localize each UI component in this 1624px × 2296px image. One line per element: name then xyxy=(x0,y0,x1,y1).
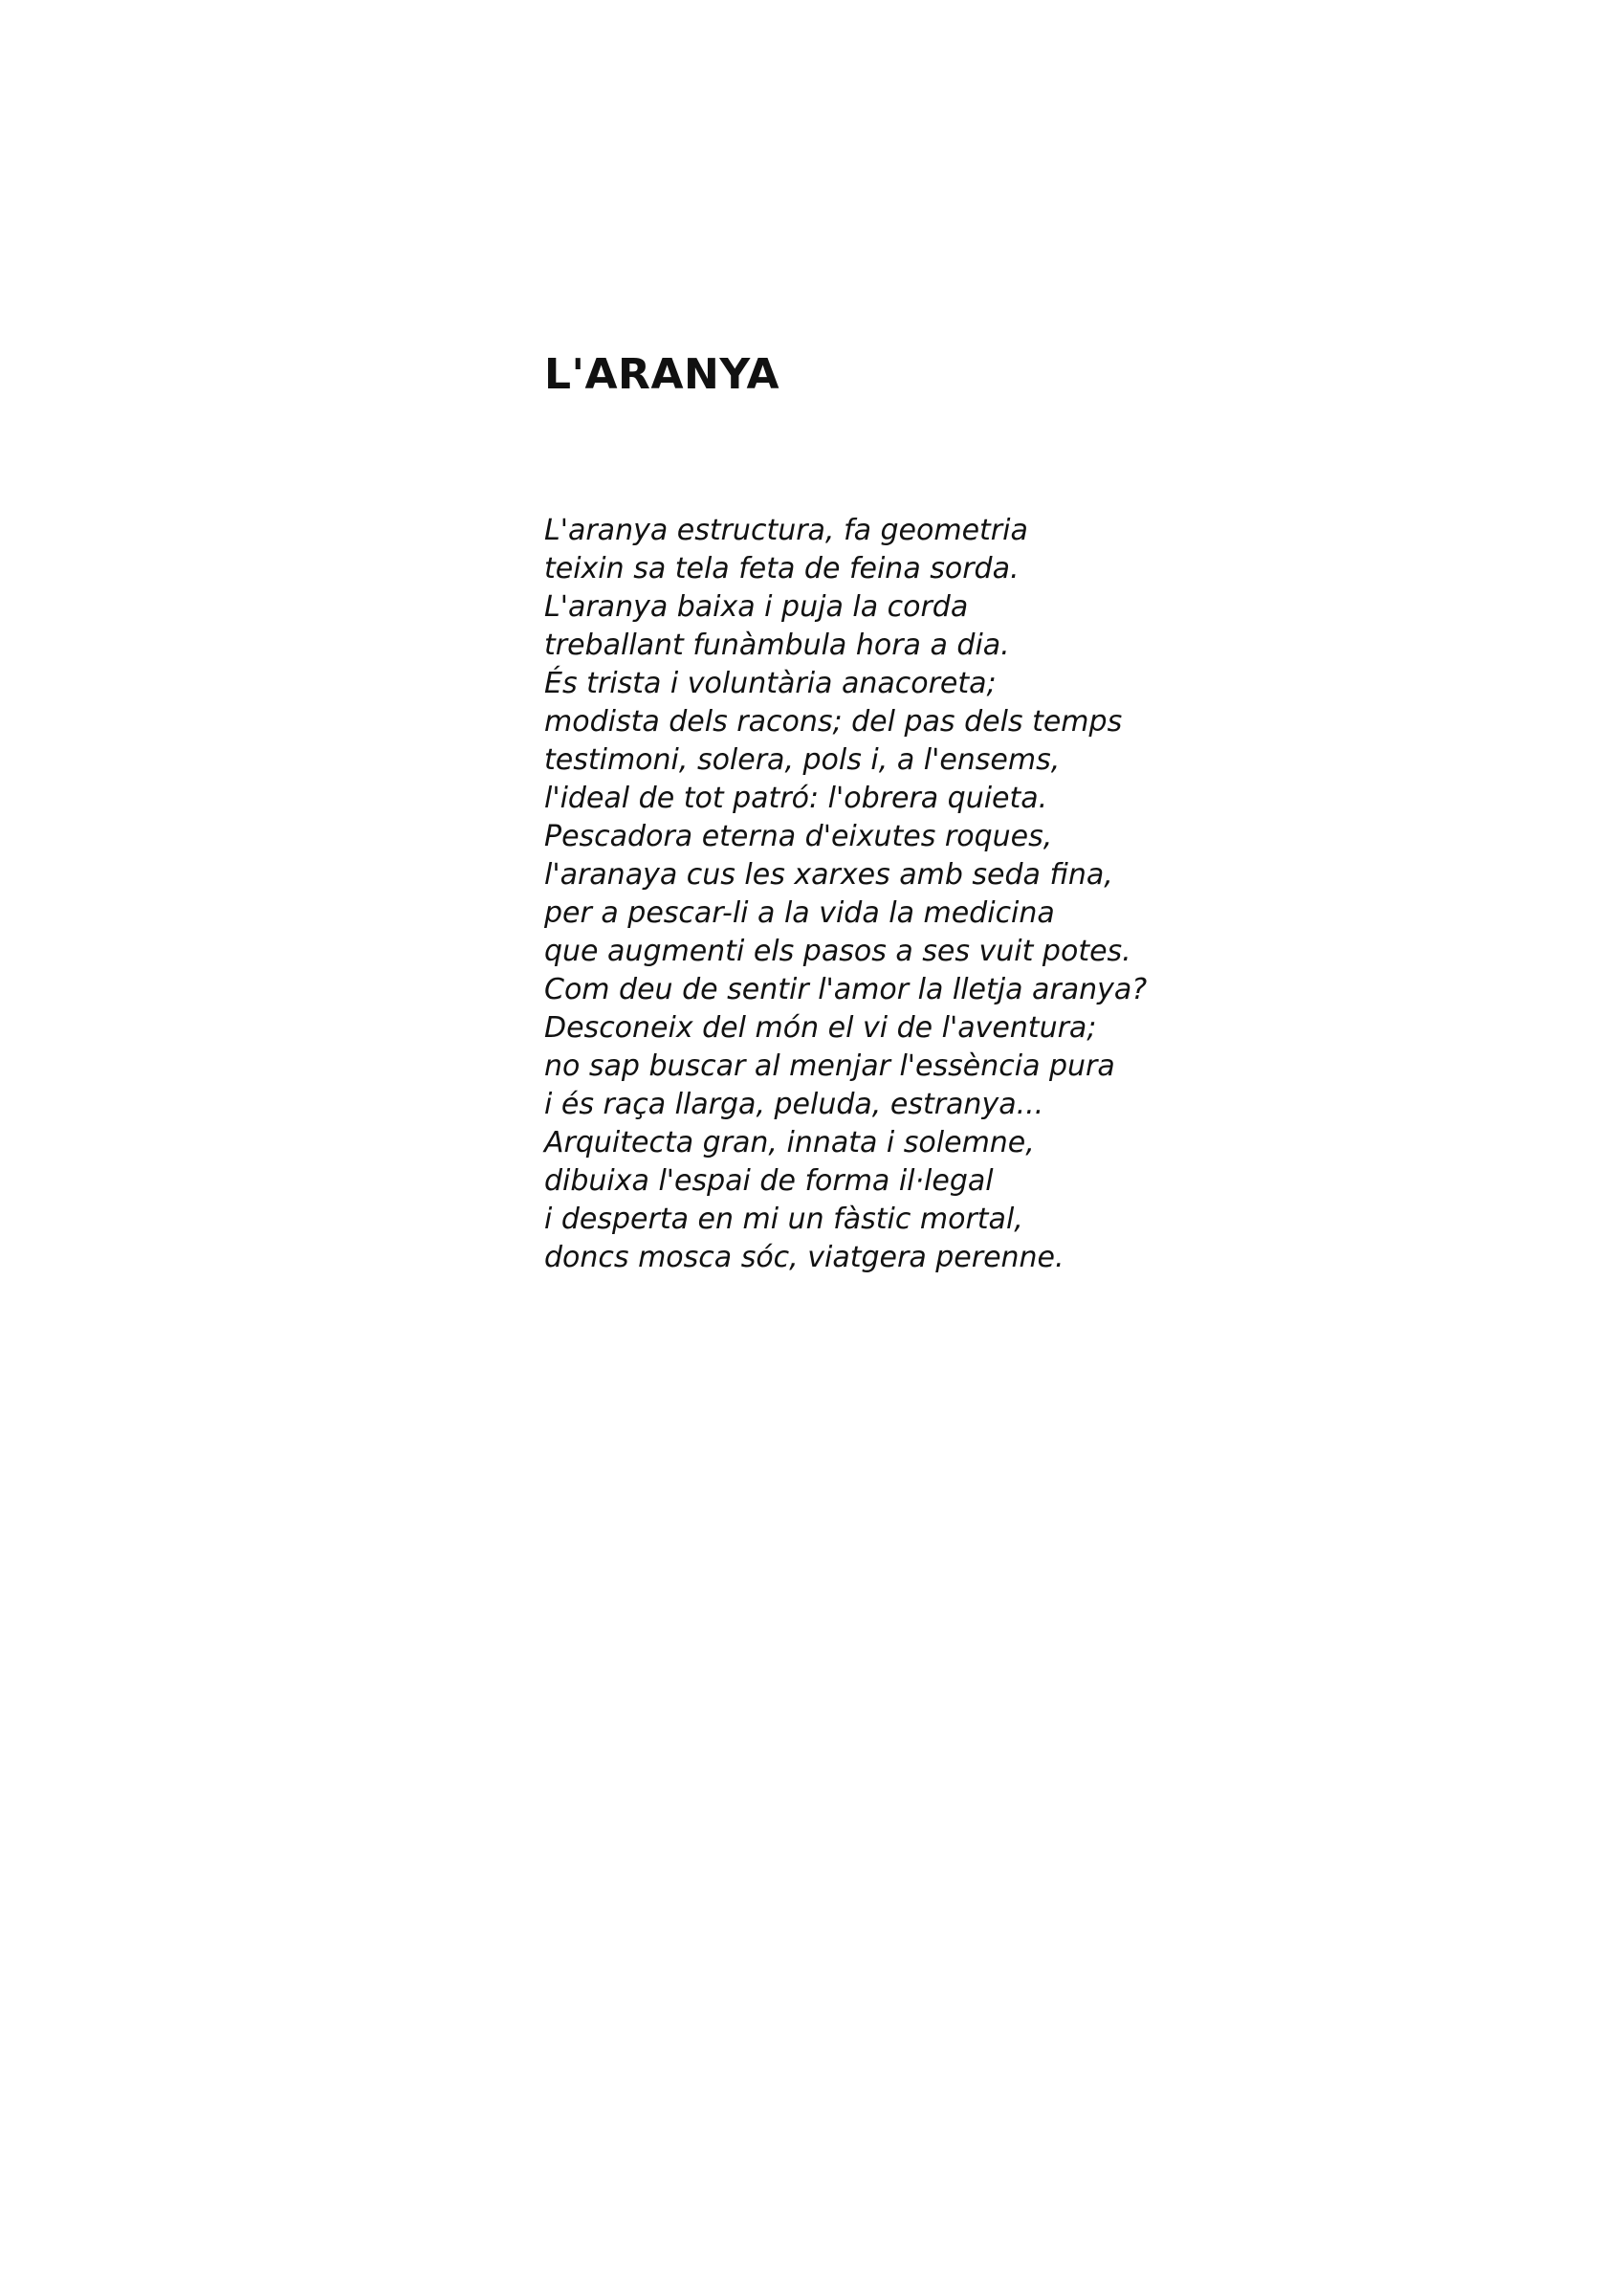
poem-line: Com deu de sentir l'amor la lletja aranya? xyxy=(544,973,1148,1006)
poem-line: per a pescar-li a la vida la medicina xyxy=(544,896,1055,930)
poem-line: modista dels racons; del pas dels temps xyxy=(544,705,1123,739)
poem-line: l'ideal de tot patró: l'obrera quieta. xyxy=(544,782,1048,815)
poem-line: dibuixa l'espai de forma il·legal xyxy=(544,1164,994,1198)
poem-line: testimoni, solera, pols i, a l'ensems, xyxy=(544,743,1061,777)
poem-line: Arquitecta gran, innata i solemne, xyxy=(544,1126,1035,1159)
poem-line: Pescadora eterna d'eixutes roques, xyxy=(544,820,1053,853)
poem-line: i desperta en mi un fàstic mortal, xyxy=(544,1203,1023,1236)
poem-line: no sap buscar al menjar l'essència pura xyxy=(544,1049,1115,1083)
poem-line: que augmenti els pasos a ses vuit potes. xyxy=(544,935,1131,968)
poem-line: L'aranya estructura, fa geometria xyxy=(544,514,1028,547)
poem-line: l'aranaya cus les xarxes amb seda fina, xyxy=(544,858,1113,892)
poem-line: teixin sa tela feta de feina sorda. xyxy=(544,552,1020,585)
poem-line: L'aranya baixa i puja la corda xyxy=(544,590,969,624)
poem-line: treballant funàmbula hora a dia. xyxy=(544,629,1010,662)
poem-title: L'ARANYA xyxy=(544,350,780,399)
poem-body xyxy=(544,512,1147,1277)
poem-line: i és raça llarga, peluda, estranya... xyxy=(544,1088,1044,1121)
poem-line: És trista i voluntària anacoreta; xyxy=(544,667,997,700)
poem-line: Desconeix del món el vi de l'aventura; xyxy=(544,1011,1097,1045)
poem-line: doncs mosca sóc, viatgera perenne. xyxy=(544,1241,1064,1274)
